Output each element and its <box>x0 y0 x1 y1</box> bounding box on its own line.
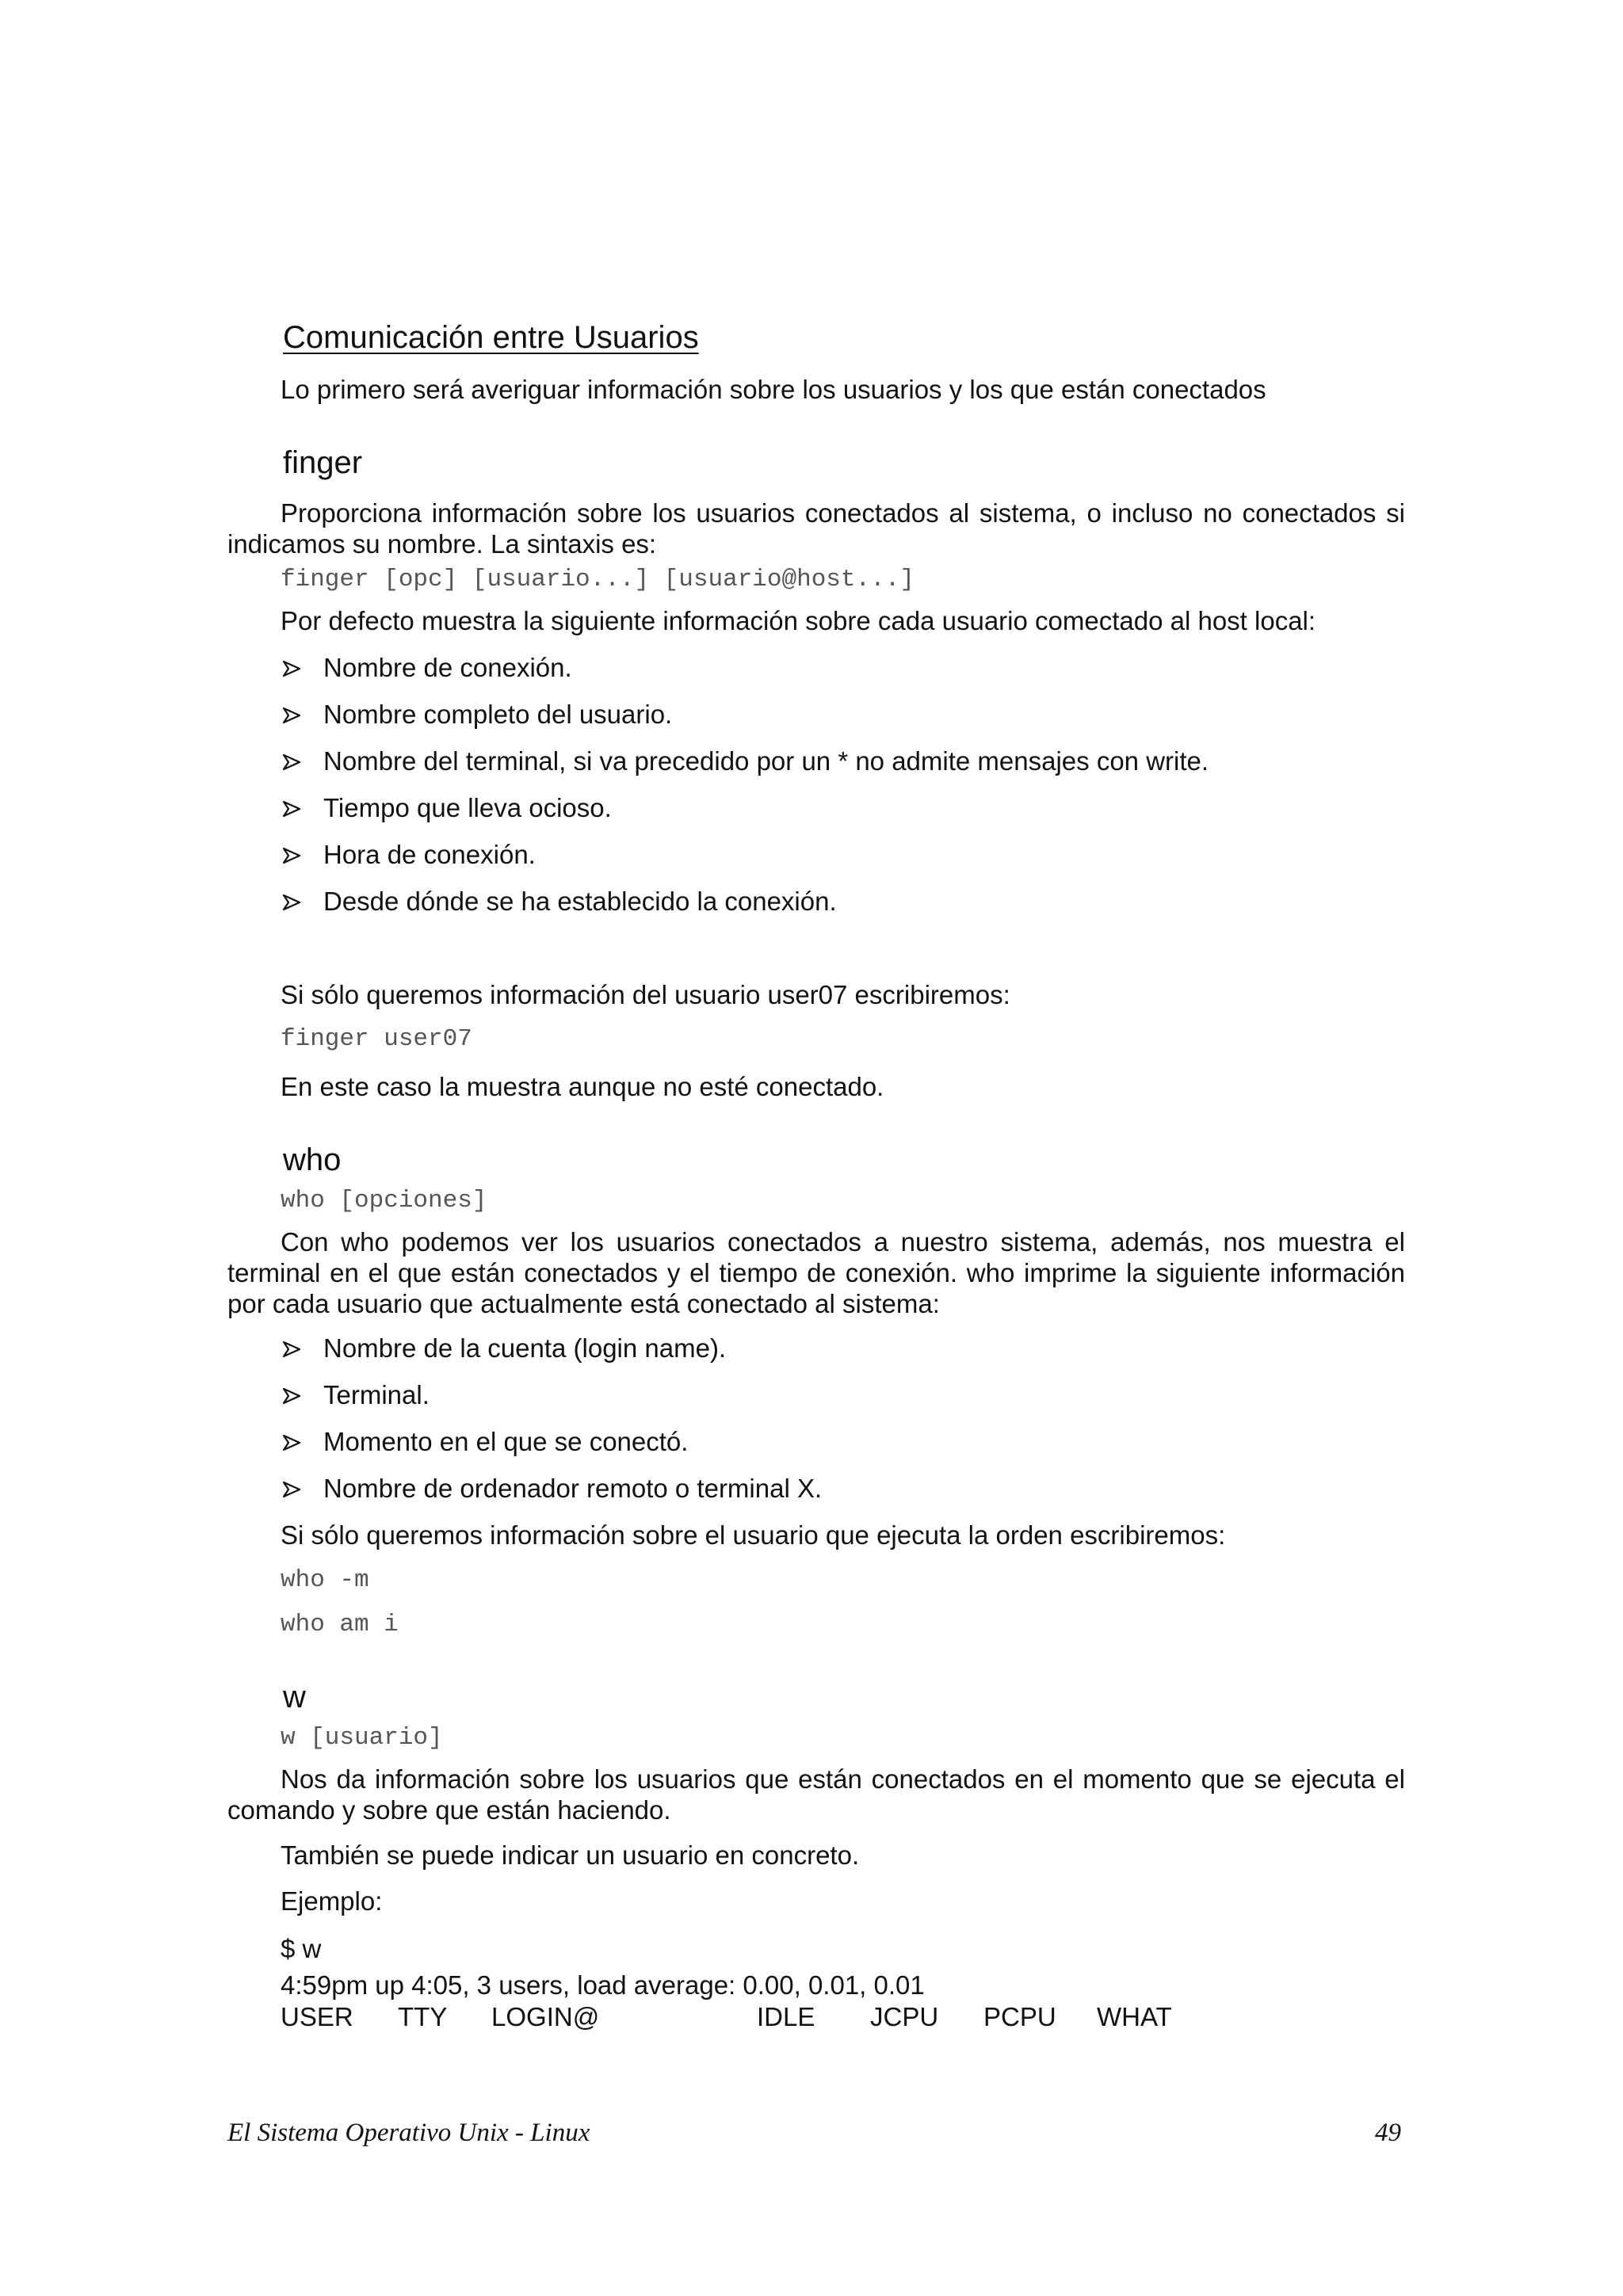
w-heading: w <box>283 1680 306 1714</box>
who-item-label: Momento en el que se conectó. <box>323 1427 689 1456</box>
who-heading: who <box>283 1142 342 1177</box>
finger-item <box>281 699 672 730</box>
w-col-login: LOGIN@ <box>491 2002 600 2031</box>
finger-user-example: finger user07 <box>281 1025 472 1053</box>
section-intro: Lo primero será averiguar información sobre los usuarios y los que están conectados <box>281 375 1266 404</box>
who-item <box>281 1379 430 1411</box>
arrow-bullet-icon <box>281 1333 323 1364</box>
w-col-jcpu: JCPU <box>870 2002 939 2031</box>
finger-item <box>281 792 612 824</box>
who-self-only: Si sólo queremos información sobre el usuario que ejecuta la orden escribiremos: <box>281 1520 1226 1550</box>
arrow-bullet-icon <box>281 1426 323 1458</box>
who-item <box>281 1473 822 1505</box>
arrow-bullet-icon <box>281 699 323 730</box>
arrow-bullet-icon <box>281 1473 323 1505</box>
who-item-label: Nombre de la cuenta (login name). <box>323 1333 727 1363</box>
section-title: Comunicación entre Usuarios <box>283 320 699 355</box>
arrow-bullet-icon <box>281 652 323 684</box>
w-col-tty: TTY <box>398 2002 448 2031</box>
finger-note: En este caso la muestra aunque no esté conectado. <box>281 1072 884 1101</box>
finger-item <box>281 886 837 917</box>
finger-item-label: Hora de conexión. <box>323 840 536 869</box>
who-cmd-am-i: who am i <box>281 1611 399 1638</box>
arrow-bullet-icon <box>281 1379 323 1411</box>
who-item <box>281 1426 688 1458</box>
finger-item-label: Desde dónde se ha establecido la conexión. <box>323 887 837 916</box>
finger-item <box>281 839 536 871</box>
finger-item-label: Nombre completo del usuario. <box>323 700 673 729</box>
w-prompt: $ w <box>281 1934 322 1963</box>
finger-item-label: Tiempo que lleva ocioso. <box>323 793 612 822</box>
finger-item <box>281 746 1209 777</box>
who-item-label: Terminal. <box>323 1380 430 1409</box>
finger-item-label: Nombre del terminal, si va precedido por un * no admite mensajes con write. <box>323 746 1209 776</box>
who-item <box>281 1333 726 1364</box>
w-specific: También se puede indicar un usuario en concreto. <box>281 1840 860 1870</box>
arrow-bullet-icon <box>281 886 323 917</box>
arrow-bullet-icon <box>281 746 323 777</box>
finger-heading: finger <box>283 445 363 480</box>
finger-description: Proporciona información sobre los usuarios conectados al sistema, o incluso no conectados si indicamos su nombre. La sintaxis es: <box>227 498 1405 559</box>
finger-item-label: Nombre de conexión. <box>323 653 572 682</box>
who-syntax: who [opciones] <box>281 1187 487 1215</box>
w-col-idle: IDLE <box>757 2002 815 2031</box>
finger-item <box>281 652 572 684</box>
finger-user-only: Si sólo queremos información del usuario user07 escribiremos: <box>281 980 1010 1009</box>
arrow-bullet-icon <box>281 839 323 871</box>
who-item-label: Nombre de ordenador remoto o terminal X. <box>323 1474 823 1503</box>
w-syntax: w [usuario] <box>281 1724 443 1752</box>
footer-book-title: El Sistema Operativo Unix - Linux <box>227 2119 590 2147</box>
footer-page-number: 49 <box>1375 2119 1401 2147</box>
finger-syntax: finger [opc] [usuario...] [usuario@host...] <box>281 566 915 593</box>
w-col-what: WHAT <box>1097 2002 1172 2031</box>
w-description: Nos da información sobre los usuarios que están conectados en el momento que se ejecuta el comando y sobre que están haciendo. <box>227 1764 1405 1825</box>
who-cmd-m: who -m <box>281 1566 369 1594</box>
w-example-label: Ejemplo: <box>281 1886 383 1916</box>
w-uptime: 4:59pm up 4:05, 3 users, load average: 0.00, 0.01, 0.01 <box>281 1970 925 2000</box>
who-description: Con who podemos ver los usuarios conectados a nuestro sistema, además, nos muestra el terminal en el que están conectados y el tiempo de conexión. who imprime la siguiente información por cada usuario que actualmente está conectado al sistema: <box>227 1227 1405 1318</box>
finger-default-info: Por defecto muestra la siguiente información sobre cada usuario comectado al host local: <box>281 606 1316 635</box>
w-col-user: USER <box>281 2002 353 2031</box>
w-col-pcpu: PCPU <box>983 2002 1056 2031</box>
arrow-bullet-icon <box>281 792 323 824</box>
